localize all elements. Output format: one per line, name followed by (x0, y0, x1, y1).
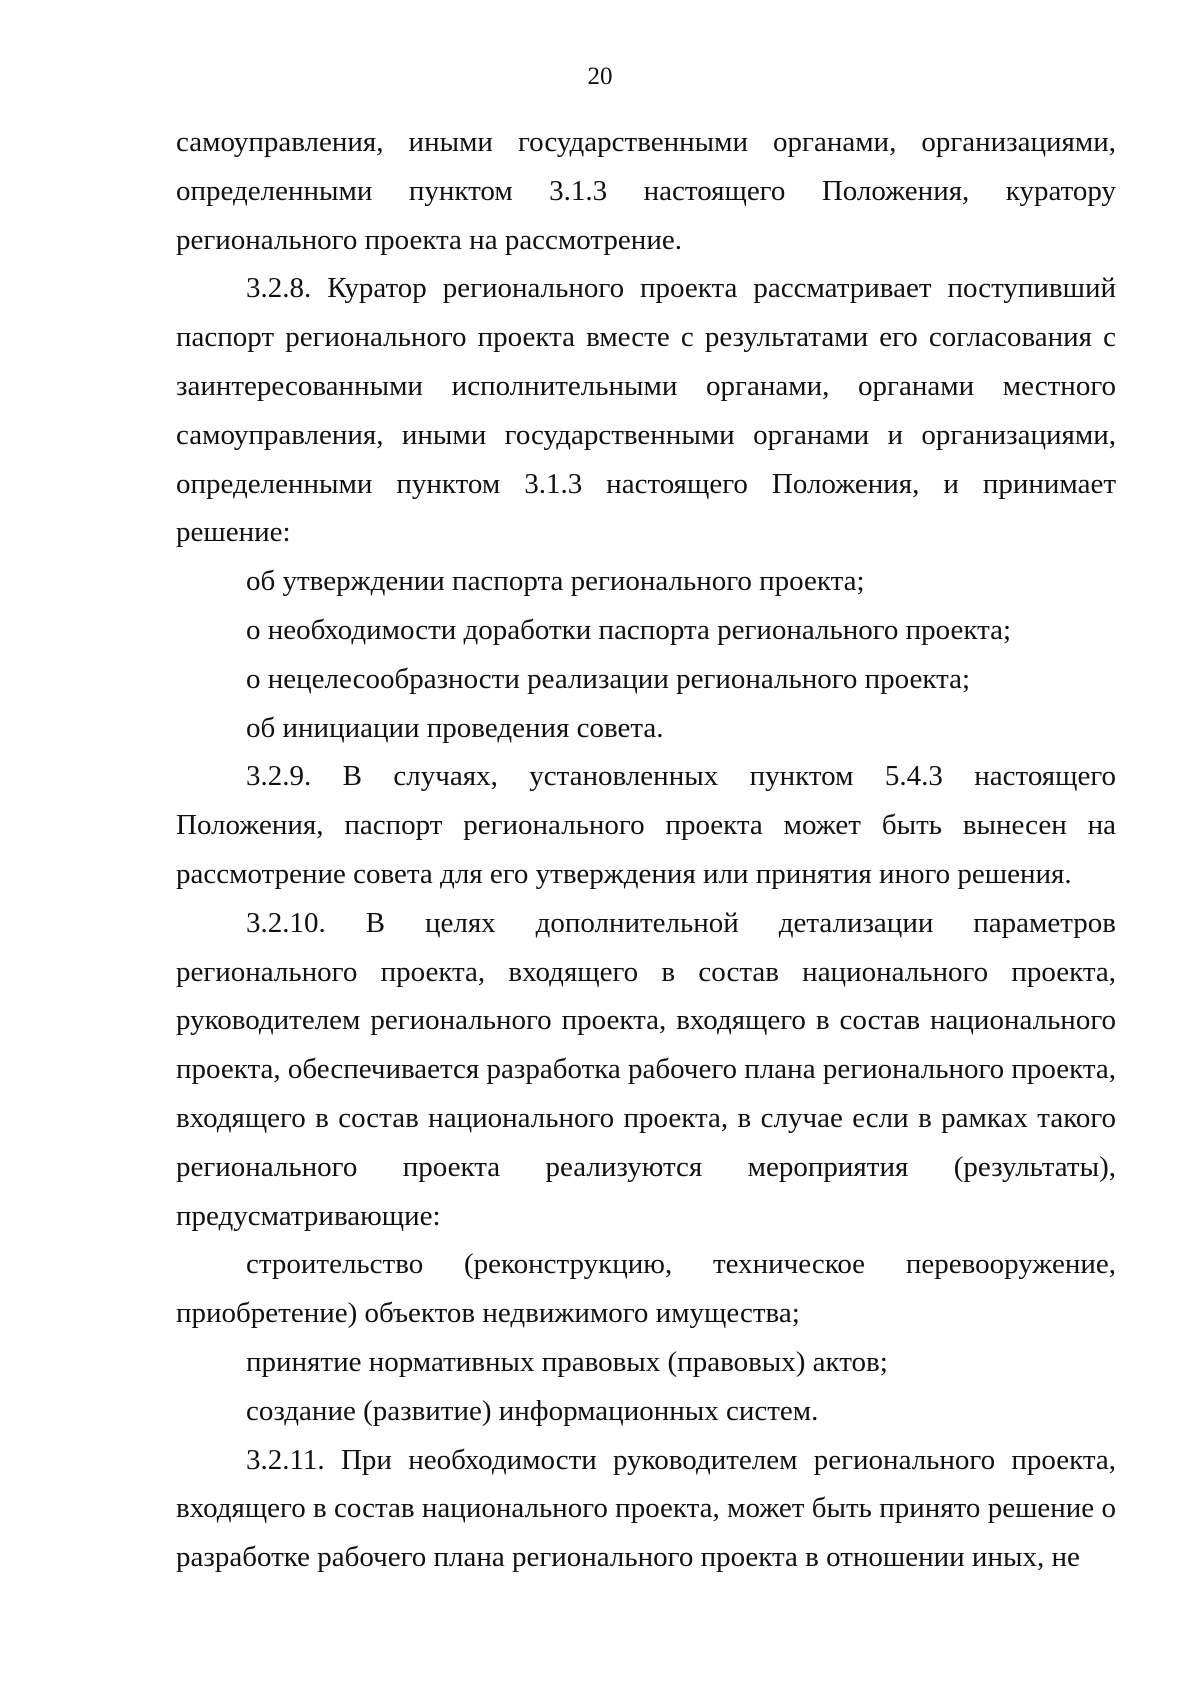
page-number: 20 (587, 63, 613, 90)
list-item-inexpedience: о нецелесообразности реализации регионального проекта; (246, 662, 971, 695)
document-body (176, 118, 1116, 1582)
list-item-legal-acts: принятие нормативных правовых (правовых) актов; (246, 1345, 888, 1378)
list-item-council: об инициации проведения совета. (246, 711, 664, 744)
list-item-construction: строительство (реконструкцию, техническое перевооружение, приобретение) объектов недвижимого имущества; (176, 1248, 1116, 1330)
paragraph-continuation: самоуправления, иными государственными органами, организациями, определенными пунктом 3.1.3 настоящего Положения, куратору регионального проекта на рассмотрение. (176, 126, 1116, 256)
paragraph-3-2-10: 3.2.10. В целях дополнительной детализации параметров регионального проекта, входящего в состав национального проекта, руководителем регионального проекта, входящего в состав национального проекта, обеспечивается разработка рабочего плана регионального проекта, входящего в состав национального проекта, в случае если в рамках такого регионального проекта реализуются мероприятия (результаты), предусматривающие: (176, 906, 1116, 1232)
list-item-revision: о необходимости доработки паспорта регионального проекта; (246, 613, 1012, 646)
list-item-information-systems: создание (развитие) информационных систем. (246, 1394, 819, 1427)
paragraph-3-2-11: 3.2.11. При необходимости руководителем регионального проекта, входящего в состав национального проекта, может быть принято решение о разработке рабочего плана регионального проекта в отношении иных, не (176, 1443, 1116, 1574)
paragraph-3-2-9: 3.2.9. В случаях, установленных пунктом 5.4.3 настоящего Положения, паспорт регионального проекта может быть вынесен на рассмотрение совета для его утверждения или принятия иного решения. (176, 760, 1116, 890)
list-item-approval: об утверждении паспорта регионального проекта; (246, 565, 865, 598)
paragraph-3-2-8: 3.2.8. Куратор регионального проекта рассматривает поступивший паспорт регионального проекта вместе с результатами его согласования с заинтересованными исполнительными органами, органами местного самоуправления, иными государственными органами и организациями, определенными пунктом 3.1.3 настоящего Положения, и принимает решение: (176, 272, 1116, 549)
